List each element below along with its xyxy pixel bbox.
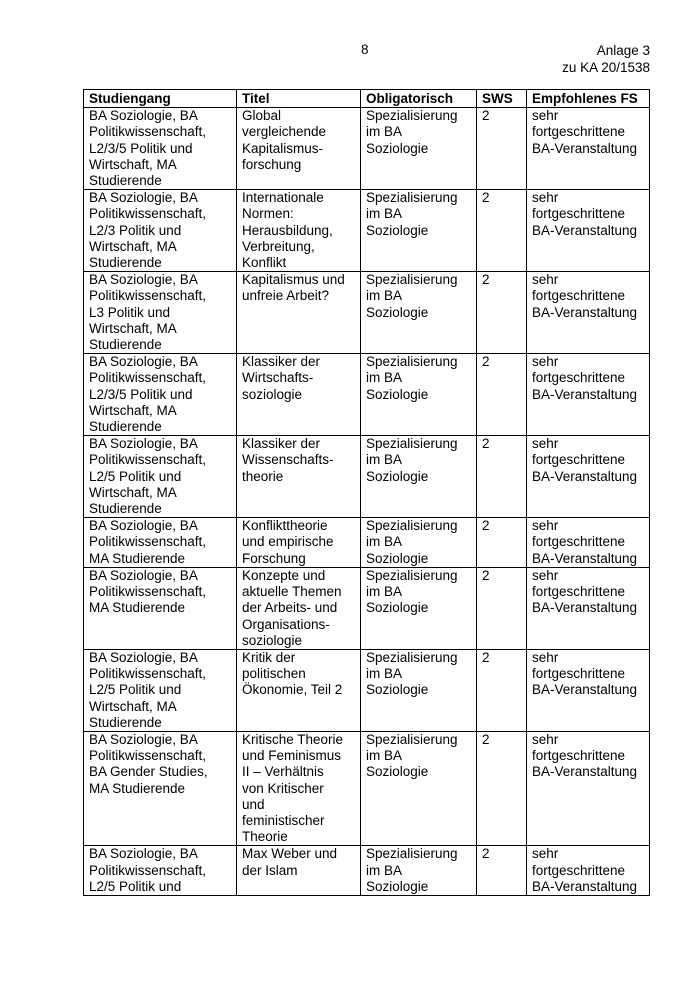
table-row (84, 731, 650, 845)
cell-titel: Kapitalismus und unfreie Arbeit? (237, 272, 361, 354)
table-header-row (84, 90, 650, 108)
column-header-studiengang: Studiengang (84, 90, 237, 108)
cell-titel: Klassiker der Wirtschafts- soziologie (237, 354, 361, 436)
cell-empfohlenes-fs: sehr fortgeschrittene BA-Veranstaltung (527, 190, 650, 272)
cell-sws: 2 (477, 108, 527, 190)
cell-titel: Konflikttheorie und empirische Forschung (237, 518, 361, 568)
cell-titel: Klassiker der Wissenschafts- theorie (237, 436, 361, 518)
cell-sws: 2 (477, 518, 527, 568)
cell-studiengang: BA Soziologie, BA Politikwissenschaft, L3 Politik und Wirtschaft, MA Studierende (84, 272, 237, 354)
page-number: 8 (361, 42, 369, 57)
column-header-titel: Titel (237, 90, 361, 108)
cell-titel: Max Weber und der Islam (237, 846, 361, 896)
cell-empfohlenes-fs: sehr fortgeschrittene BA-Veranstaltung (527, 354, 650, 436)
annex-label: Anlage 3 (596, 43, 650, 58)
cell-empfohlenes-fs: sehr fortgeschrittene BA-Veranstaltung (527, 731, 650, 845)
cell-titel: Global vergleichende Kapitalismus- forschung (237, 108, 361, 190)
annex-document-ref: zu KA 20/1538 (562, 60, 650, 75)
cell-empfohlenes-fs: sehr fortgeschrittene BA-Veranstaltung (527, 567, 650, 649)
cell-studiengang: BA Soziologie, BA Politikwissenschaft, L2/5 Politik und (84, 846, 237, 896)
cell-titel: Kritische Theorie und Feminismus II – Verhältnis von Kritischer und feministischer Theorie (237, 731, 361, 845)
cell-studiengang: BA Soziologie, BA Politikwissenschaft, MA Studierende (84, 567, 237, 649)
course-table (83, 89, 650, 896)
cell-studiengang: BA Soziologie, BA Politikwissenschaft, L2/5 Politik und Wirtschaft, MA Studierende (84, 436, 237, 518)
cell-empfohlenes-fs: sehr fortgeschrittene BA-Veranstaltung (527, 649, 650, 731)
cell-titel: Internationale Normen: Herausbildung, Verbreitung, Konflikt (237, 190, 361, 272)
cell-sws: 2 (477, 846, 527, 896)
cell-obligatorisch: Spezialisierung im BA Soziologie (361, 272, 477, 354)
annex-reference (562, 42, 650, 76)
cell-obligatorisch: Spezialisierung im BA Soziologie (361, 190, 477, 272)
cell-studiengang: BA Soziologie, BA Politikwissenschaft, BA Gender Studies, MA Studierende (84, 731, 237, 845)
cell-empfohlenes-fs: sehr fortgeschrittene BA-Veranstaltung (527, 518, 650, 568)
table-row (84, 272, 650, 354)
cell-sws: 2 (477, 190, 527, 272)
cell-studiengang: BA Soziologie, BA Politikwissenschaft, L2/3/5 Politik und Wirtschaft, MA Studierende (84, 108, 237, 190)
table-row (84, 649, 650, 731)
cell-sws: 2 (477, 436, 527, 518)
cell-studiengang: BA Soziologie, BA Politikwissenschaft, L2/5 Politik und Wirtschaft, MA Studierende (84, 649, 237, 731)
cell-empfohlenes-fs: sehr fortgeschrittene BA-Veranstaltung (527, 272, 650, 354)
cell-sws: 2 (477, 731, 527, 845)
cell-studiengang: BA Soziologie, BA Politikwissenschaft, MA Studierende (84, 518, 237, 568)
cell-sws: 2 (477, 567, 527, 649)
cell-empfohlenes-fs: sehr fortgeschrittene BA-Veranstaltung (527, 436, 650, 518)
table-row (84, 518, 650, 568)
cell-studiengang: BA Soziologie, BA Politikwissenschaft, L2/3 Politik und Wirtschaft, MA Studierende (84, 190, 237, 272)
course-table-body (84, 108, 650, 896)
cell-obligatorisch: Spezialisierung im BA Soziologie (361, 649, 477, 731)
cell-obligatorisch: Spezialisierung im BA Soziologie (361, 354, 477, 436)
table-row (84, 846, 650, 896)
cell-titel: Konzepte und aktuelle Themen der Arbeits- und Organisations- soziologie (237, 567, 361, 649)
cell-obligatorisch: Spezialisierung im BA Soziologie (361, 518, 477, 568)
table-row (84, 567, 650, 649)
cell-obligatorisch: Spezialisierung im BA Soziologie (361, 567, 477, 649)
cell-obligatorisch: Spezialisierung im BA Soziologie (361, 108, 477, 190)
cell-empfohlenes-fs: sehr fortgeschrittene BA-Veranstaltung (527, 846, 650, 896)
cell-sws: 2 (477, 649, 527, 731)
table-row (84, 108, 650, 190)
table-row (84, 436, 650, 518)
cell-empfohlenes-fs: sehr fortgeschrittene BA-Veranstaltung (527, 108, 650, 190)
column-header-sws: SWS (477, 90, 527, 108)
cell-obligatorisch: Spezialisierung im BA Soziologie (361, 731, 477, 845)
cell-obligatorisch: Spezialisierung im BA Soziologie (361, 846, 477, 896)
table-row (84, 190, 650, 272)
cell-obligatorisch: Spezialisierung im BA Soziologie (361, 436, 477, 518)
cell-titel: Kritik der politischen Ökonomie, Teil 2 (237, 649, 361, 731)
column-header-empfohlenes-fs: Empfohlenes FS (527, 90, 650, 108)
cell-studiengang: BA Soziologie, BA Politikwissenschaft, L2/3/5 Politik und Wirtschaft, MA Studierende (84, 354, 237, 436)
cell-sws: 2 (477, 272, 527, 354)
table-row (84, 354, 650, 436)
column-header-obligatorisch: Obligatorisch (361, 90, 477, 108)
cell-sws: 2 (477, 354, 527, 436)
